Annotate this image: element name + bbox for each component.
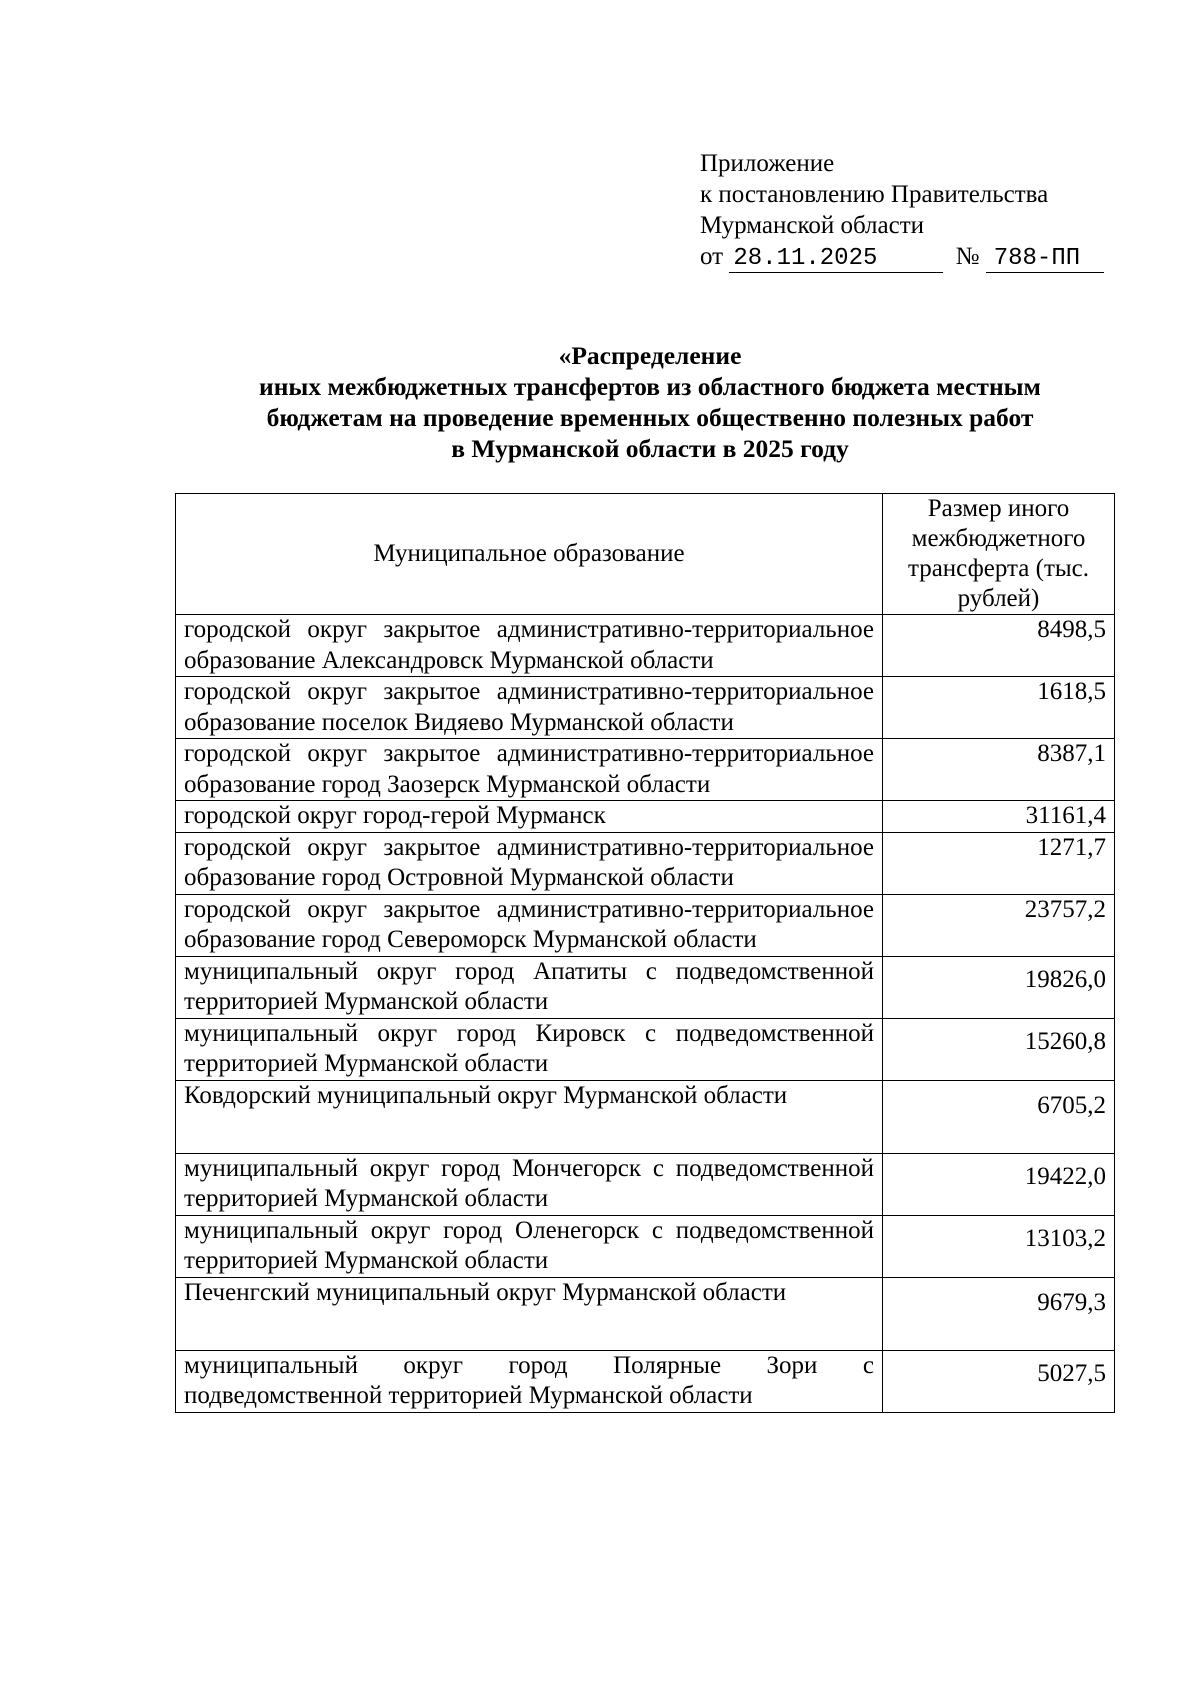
table-row — [176, 1215, 1115, 1277]
transfer-amount: 31161,4 — [883, 801, 1115, 833]
title-line-2: иных межбюджетных трансфертов из областного бюджета местным — [259, 372, 1041, 401]
table-row — [176, 739, 1115, 801]
table-row — [176, 894, 1115, 956]
municipality-name: муниципальный округ город Мончегорск с подведомственной территорией Мурманской области — [176, 1153, 883, 1215]
appendix-decree-ref: к постановлению Правительства — [700, 181, 1049, 208]
decree-number: 788-ПП — [986, 246, 1104, 273]
table-row — [176, 801, 1115, 833]
transfer-amount: 19826,0 — [883, 956, 1115, 1018]
municipality-name: городской округ закрытое административно-территориальное образование поселок Видяево Мурманской области — [176, 677, 883, 739]
transfer-amount: 8498,5 — [883, 615, 1115, 677]
title-line-1: «Распределение — [558, 341, 742, 370]
number-sign: № — [955, 243, 980, 270]
municipality-name: Ковдорский муниципальный округ Мурманской области — [176, 1080, 883, 1153]
transfer-amount: 19422,0 — [883, 1153, 1115, 1215]
date-prefix: от — [700, 243, 724, 270]
title-line-3: бюджетам на проведение временных общественно полезных работ — [266, 403, 1034, 432]
municipality-name: муниципальный округ город Полярные Зори с подведомственной территорией Мурманской области — [176, 1350, 883, 1412]
transfer-amount: 1618,5 — [883, 677, 1115, 739]
transfer-amount: 1271,7 — [883, 832, 1115, 894]
municipality-name: муниципальный округ город Кировск с подведомственной территорией Мурманской области — [176, 1018, 883, 1080]
table-row — [176, 1018, 1115, 1080]
municipality-name: городской округ закрытое административно-территориальное образование город Островной Мурманской области — [176, 832, 883, 894]
header-municipality: Муниципальное образование — [176, 494, 883, 615]
appendix-region: Мурманской области — [700, 212, 925, 239]
transfer-amount: 9679,3 — [883, 1277, 1115, 1350]
table-row — [176, 832, 1115, 894]
table-row — [176, 1080, 1115, 1153]
distribution-table — [175, 493, 1115, 1413]
municipality-name: городской округ город-герой Мурманск — [176, 801, 883, 833]
transfer-amount: 13103,2 — [883, 1215, 1115, 1277]
table-row — [176, 956, 1115, 1018]
municipality-name: муниципальный округ город Апатиты с подведомственной территорией Мурманской области — [176, 956, 883, 1018]
table-row — [176, 677, 1115, 739]
transfer-amount: 5027,5 — [883, 1350, 1115, 1412]
transfer-amount: 8387,1 — [883, 739, 1115, 801]
municipality-name: муниципальный округ город Оленегорск с подведомственной территорией Мурманской области — [176, 1215, 883, 1277]
municipality-name: Печенгский муниципальный округ Мурманской области — [176, 1277, 883, 1350]
appendix-label: Приложение — [700, 150, 835, 177]
municipality-name: городской округ закрытое административно-территориальное образование город Заозерск Мурманской области — [176, 739, 883, 801]
municipality-name: городской округ закрытое административно-территориальное образование город Североморск Мурманской области — [176, 894, 883, 956]
table-header-row — [176, 494, 1115, 615]
table-row — [176, 1277, 1115, 1350]
document-title — [175, 340, 1125, 464]
header-amount: Размер иного межбюджетного трансферта (тыс. рублей) — [883, 494, 1115, 615]
decree-date: 28.11.2025 — [729, 246, 943, 273]
table-row — [176, 1350, 1115, 1412]
municipality-name: городской округ закрытое административно-территориальное образование Александровск Мурманской области — [176, 615, 883, 677]
transfer-amount: 6705,2 — [883, 1080, 1115, 1153]
appendix-header — [700, 148, 1104, 273]
title-line-4: в Мурманской области в 2025 году — [451, 434, 849, 463]
transfer-amount: 23757,2 — [883, 894, 1115, 956]
transfer-amount: 15260,8 — [883, 1018, 1115, 1080]
table-row — [176, 615, 1115, 677]
table-row — [176, 1153, 1115, 1215]
appendix-date-number — [700, 241, 1104, 273]
